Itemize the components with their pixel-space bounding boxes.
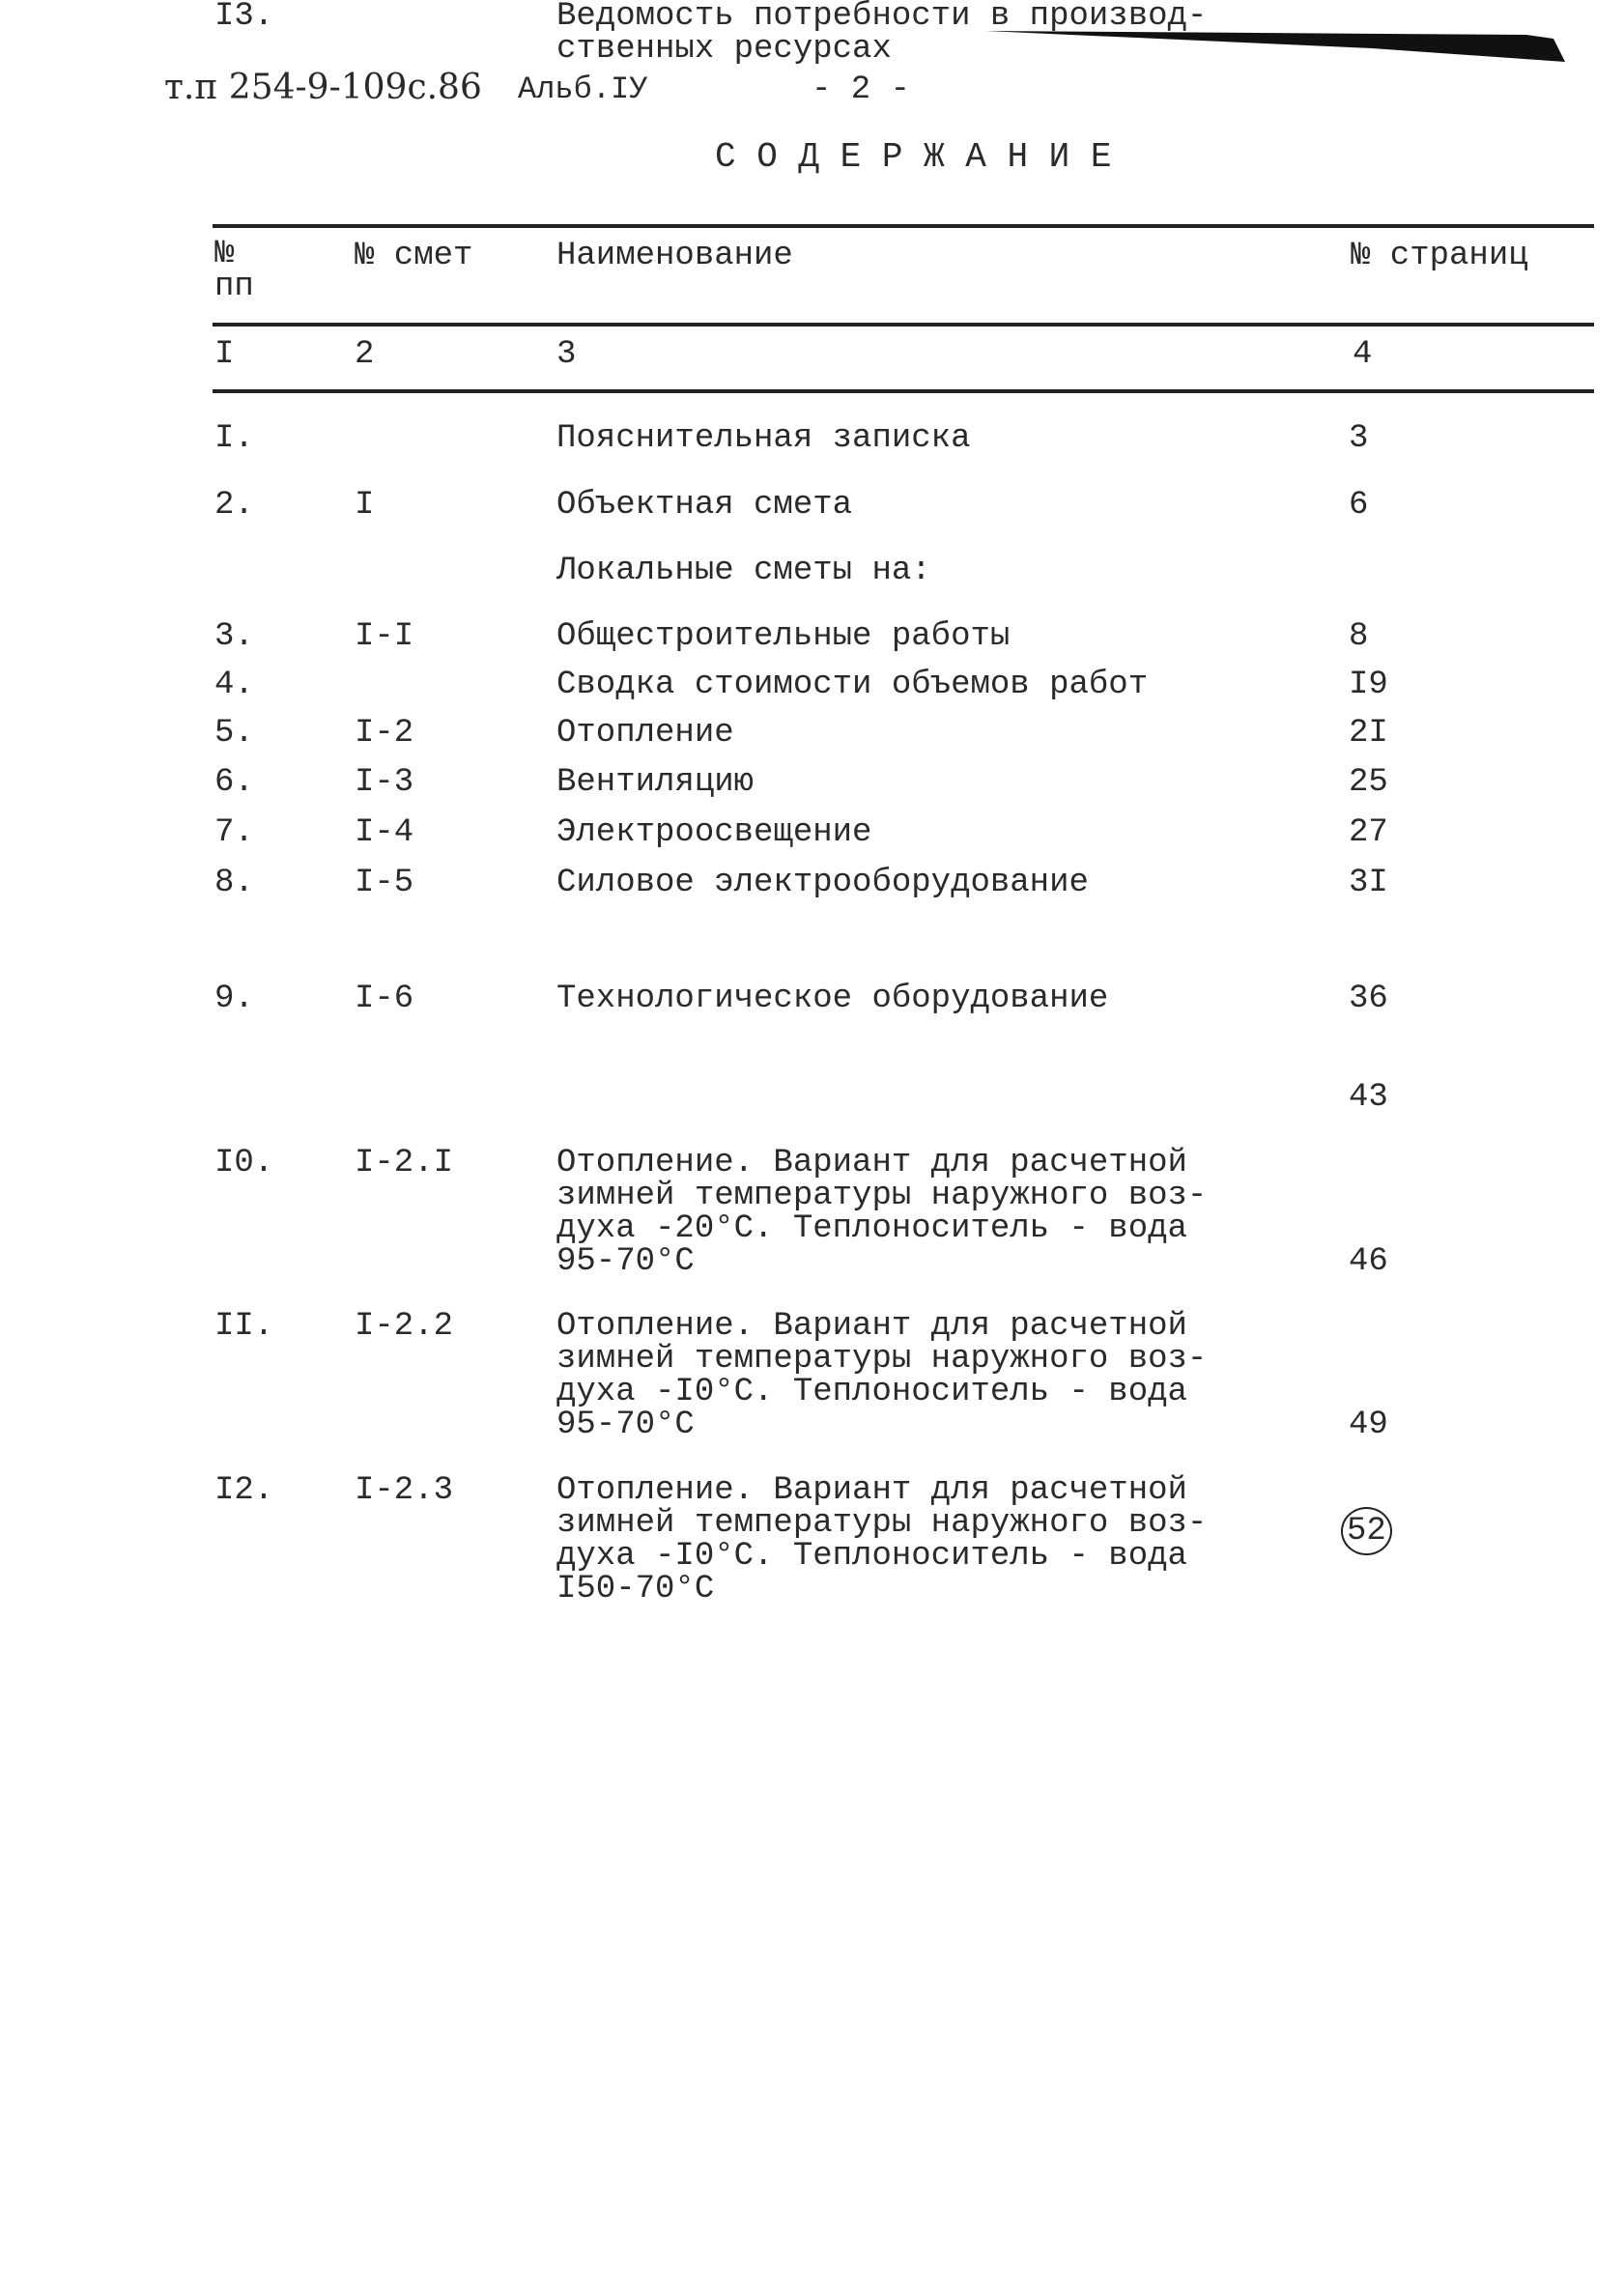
row-name: Силовое электрооборудование bbox=[556, 865, 1089, 901]
row-name: Технологическое оборудование bbox=[556, 981, 1109, 1017]
row-smeta: I-4 bbox=[355, 814, 414, 851]
row-page: 2I bbox=[1349, 715, 1388, 752]
page-title: С О Д Е Р Ж А Н И Е bbox=[715, 137, 1112, 177]
row-name: Вентиляцию bbox=[556, 764, 755, 801]
row-page: 43 bbox=[1349, 1079, 1388, 1116]
row-smeta: I bbox=[355, 487, 375, 524]
col-number-4: 4 bbox=[1353, 336, 1373, 373]
row-name: Общестроительные работы bbox=[556, 618, 1011, 655]
row-number: 3. bbox=[214, 618, 254, 655]
col-number-3: 3 bbox=[556, 336, 577, 373]
row-number: 8. bbox=[214, 865, 254, 901]
row-name: Отопление. Вариант для расчетной зимней температуры наружного воз- духа -20°С. Теплоноситель - вода 95-70°С bbox=[556, 1145, 1208, 1280]
row-smeta: I-2.2 bbox=[355, 1308, 454, 1345]
row-name: Электроосвещение bbox=[556, 814, 872, 851]
col-header-page: № страниц bbox=[1351, 238, 1528, 274]
row-name: Локальные сметы на: bbox=[556, 553, 931, 589]
row-number: I. bbox=[214, 420, 254, 457]
row-number: II. bbox=[214, 1308, 274, 1345]
row-number: 9. bbox=[214, 981, 254, 1017]
col-header-name: Наименование bbox=[556, 238, 793, 274]
row-page: 8 bbox=[1349, 618, 1369, 655]
row-number: 5. bbox=[214, 715, 254, 752]
row-number: I3. bbox=[214, 0, 274, 35]
row-number: I2. bbox=[214, 1472, 274, 1509]
table-top-rule bbox=[213, 224, 1594, 228]
page-number: - 2 - bbox=[812, 71, 911, 108]
row-page: 46 bbox=[1349, 1243, 1388, 1280]
header-rule bbox=[213, 323, 1594, 327]
row-name: Отопление bbox=[556, 715, 734, 752]
row-page: 6 bbox=[1349, 487, 1369, 524]
col-header-smeta: № смет bbox=[355, 238, 473, 274]
row-number: 6. bbox=[214, 764, 254, 801]
row-smeta: I-5 bbox=[355, 865, 414, 901]
row-page: 49 bbox=[1349, 1407, 1388, 1443]
row-smeta: I-2.I bbox=[355, 1145, 454, 1181]
row-page: 3I bbox=[1349, 865, 1388, 901]
row-name: Сводка стоимости объемов работ bbox=[556, 667, 1149, 703]
row-smeta: I-6 bbox=[355, 981, 414, 1017]
col-number-2: 2 bbox=[355, 336, 375, 373]
row-number: 7. bbox=[214, 814, 254, 851]
row-page: 3 bbox=[1349, 420, 1369, 457]
row-smeta: I-3 bbox=[355, 764, 414, 801]
body-rule bbox=[213, 389, 1594, 393]
row-page: 36 bbox=[1349, 981, 1388, 1017]
row-smeta: I-I bbox=[355, 618, 414, 655]
row-page: 25 bbox=[1349, 764, 1388, 801]
row-name: Объектная смета bbox=[556, 487, 853, 524]
row-page: 52 bbox=[1341, 1507, 1392, 1555]
row-page: 27 bbox=[1349, 814, 1388, 851]
row-page: I9 bbox=[1349, 667, 1388, 703]
row-name: Пояснительная записка bbox=[556, 420, 971, 457]
row-number: 4. bbox=[214, 667, 254, 703]
col-header-num: № пп bbox=[214, 236, 254, 305]
row-number: 2. bbox=[214, 487, 254, 524]
doc-code: т.п 254-9-109с.86 bbox=[164, 68, 482, 107]
row-smeta: I-2 bbox=[355, 715, 414, 752]
col-number-1: I bbox=[214, 336, 235, 373]
row-smeta: I-2.3 bbox=[355, 1472, 454, 1509]
row-number: I0. bbox=[214, 1145, 274, 1181]
row-name: Ведомость потребности в производ- ственных ресурсах bbox=[556, 0, 1208, 68]
album-label: Альб.IУ bbox=[518, 71, 648, 107]
row-name: Отопление. Вариант для расчетной зимней температуры наружного воз- духа -I0°С. Теплоноситель - вода I50-70°С bbox=[556, 1472, 1208, 1607]
row-name: Отопление. Вариант для расчетной зимней температуры наружного воз- духа -I0°С. Теплоноситель - вода 95-70°С bbox=[556, 1308, 1208, 1443]
